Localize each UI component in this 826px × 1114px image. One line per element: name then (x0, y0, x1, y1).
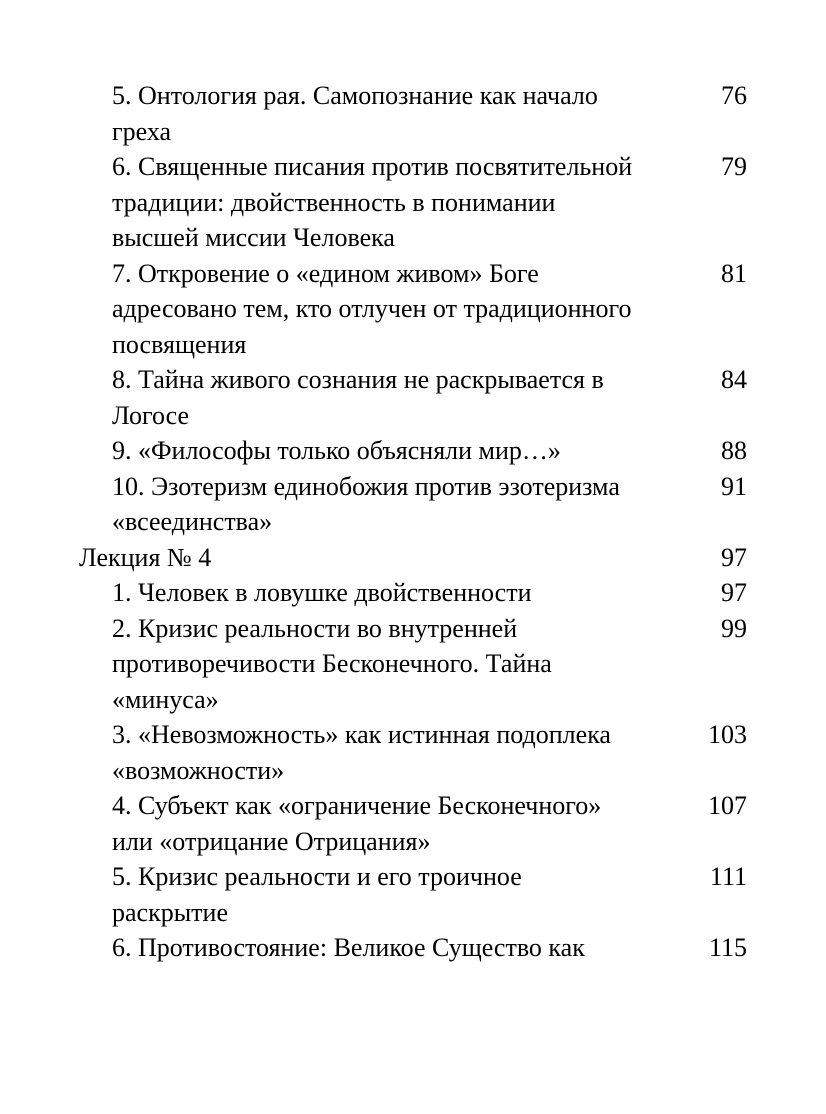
toc-entry-page: 84 (721, 365, 747, 394)
toc-entry-page: 97 (721, 542, 747, 572)
toc-entry (0, 611, 826, 718)
toc-entry-title: Лекция № 4 (79, 542, 212, 572)
toc-entry-title: 3. «Невозможность» как истинная подоплека «возможности» (112, 720, 611, 785)
toc-entry-title: 2. Кризис реальности во внутренней противоречивости Бесконечного. Тайна «минуса» (112, 613, 552, 714)
toc-entry-title: 10. Эзотеризм единобожия против эзотеризма «всеединства» (112, 471, 620, 536)
toc-entry-title: 7. Откровение о «едином живом» Боге адресовано тем, кто отлучен от традиционного посвящения (112, 258, 632, 359)
toc-entry-page: 107 (708, 791, 747, 820)
toc-entry-title: 8. Тайна живого сознания не раскрывается в Логосе (112, 365, 604, 430)
toc-entry (0, 930, 826, 966)
toc-entry-page: 111 (709, 862, 747, 891)
toc-entry (0, 717, 826, 788)
toc-entry-page: 97 (721, 578, 747, 607)
toc-entry-page: 91 (721, 471, 747, 501)
toc-entry-page: 115 (708, 933, 747, 962)
toc-entry (0, 788, 826, 859)
toc-entry-page: 76 (721, 81, 747, 110)
toc-entry-title: 6. Противостояние: Великое Существо как (112, 933, 585, 962)
toc-entry-title: 6. Священные писания против посвятительной традиции: двойственность в понимании высшей миссии Человека (112, 152, 633, 252)
toc-entry (0, 575, 826, 611)
toc-entry-page: 99 (721, 613, 747, 643)
toc-entry (0, 149, 826, 256)
toc-lecture-heading (0, 540, 826, 576)
toc-entry-title: 5. Кризис реальности и его троичное раскрытие (112, 862, 522, 927)
toc-entry (0, 78, 826, 149)
toc-entry-title: 9. «Философы только объясняли мир…» (112, 436, 561, 465)
toc-entry-title: 4. Субъект как «ограничение Бесконечного» или «отрицание Отрицания» (112, 791, 602, 856)
toc-entry-page: 79 (721, 152, 747, 181)
toc-entry (0, 469, 826, 540)
toc-entry (0, 362, 826, 433)
toc-entry-title: 1. Человек в ловушке двойственности (112, 578, 532, 607)
toc-entry-page: 88 (721, 436, 747, 465)
table-of-contents (0, 78, 826, 966)
toc-entry-title: 5. Онтология рая. Самопознание как начало греха (112, 81, 598, 146)
toc-entry (0, 256, 826, 363)
toc-entry-page: 103 (708, 720, 747, 749)
toc-entry (0, 859, 826, 930)
toc-entry (0, 433, 826, 469)
toc-entry-page: 81 (721, 258, 747, 288)
